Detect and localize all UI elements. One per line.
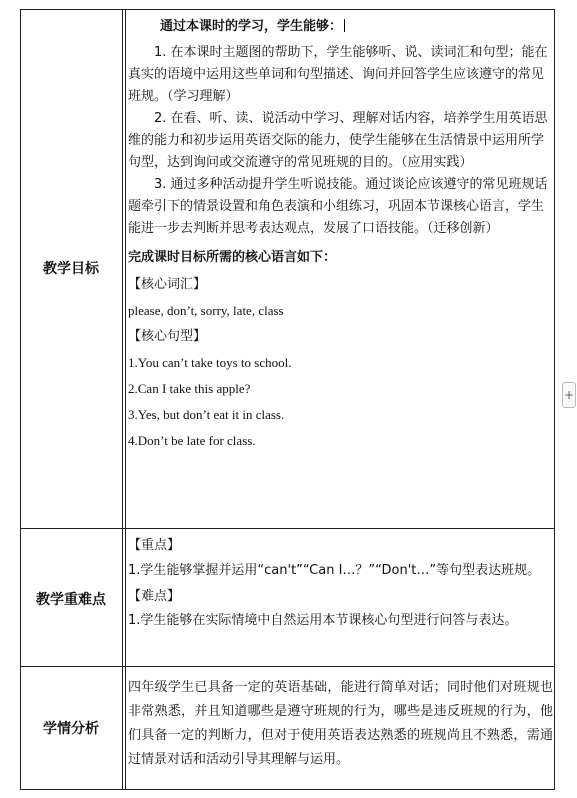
objectives-intro: [128, 16, 553, 37]
row-label-key-points: 教学重难点: [36, 592, 106, 608]
difficulty-text: 1.学生能够在实际情境中自然运用本节课核心句型进行问答与表达。: [128, 613, 518, 628]
table-border-middle-inner: [125, 9, 126, 790]
table-border-bottom: [20, 789, 554, 790]
plus-icon: +: [563, 388, 575, 402]
table-border-row2: [20, 666, 554, 667]
difficulty-heading: 【难点】: [128, 589, 181, 604]
objectives-intro-text: 通过本课时的学习，学生能够：: [160, 19, 343, 34]
core-language-heading: 完成课时目标所需的核心语言如下：: [128, 250, 337, 265]
pattern-heading: 【核心句型】: [128, 329, 207, 344]
add-row-button[interactable]: [562, 382, 576, 408]
objective-2: 2. 在看、听、读、说活动中学习、理解对话内容，培养学生用英语思维的能力和初步运用英语交际的能力，使学生能够在生活情景中运用所学句型，达到询问或交流遵守的常见班规的目的。（应用实践）: [128, 111, 548, 170]
pattern-item: 4.Don’t be late for class.: [128, 433, 256, 448]
table-border-middle: [122, 9, 123, 790]
focus-text: 1.学生能够掌握并运用“can't”“Can I…？”“Don't…”等句型表达班规。: [128, 563, 541, 578]
focus-heading: 【重点】: [128, 538, 181, 553]
table-border-right: [554, 9, 555, 790]
objective-1: 1. 在本课时主题图的帮助下，学生能够听、说、读词汇和句型；能在真实的语境中运用这些单词和句型描述、询问并回答学生应该遵守的常见班规。（学习理解）: [128, 45, 548, 104]
pattern-item: 3.Yes, but don’t eat it in class.: [128, 407, 285, 422]
pattern-item: 2.Can I take this apple?: [128, 381, 251, 396]
objectives-cell[interactable]: [128, 16, 553, 451]
key-points-cell[interactable]: [128, 535, 553, 631]
learner-analysis-cell[interactable]: [128, 676, 553, 772]
vocab-heading: 【核心词汇】: [128, 277, 207, 292]
table-border-left: [20, 9, 21, 790]
row-label-learner-analysis: 学情分析: [43, 721, 99, 737]
table-border-top: [20, 9, 554, 10]
learner-analysis-text: 四年级学生已具备一定的英语基础，能进行简单对话；同时他们对班规也非常熟悉，并且知道哪些是遵守班规的行为，哪些是违反班规的行为，他们具备一定的判断力，但对于使用英语表达熟悉的班规尚且不熟悉，需通过情景对话和活动引导其理解与运用。: [128, 680, 553, 767]
vocab-list: please, don’t, sorry, late, class: [128, 303, 284, 318]
row-label-objectives: 教学目标: [43, 261, 99, 277]
pattern-item: 1.You can’t take toys to school.: [128, 355, 292, 370]
objective-3: 3. 通过多种活动提升学生听说技能。通过谈论应该遵守的常见班规话题牵引下的情景设置和角色表演和小组练习，巩固本节课核心语言，学生能进一步去判断并思考表达观点，发展了口语技能。（迁移创新）: [128, 177, 548, 236]
table-border-row1: [20, 528, 554, 529]
text-cursor: [344, 19, 345, 32]
